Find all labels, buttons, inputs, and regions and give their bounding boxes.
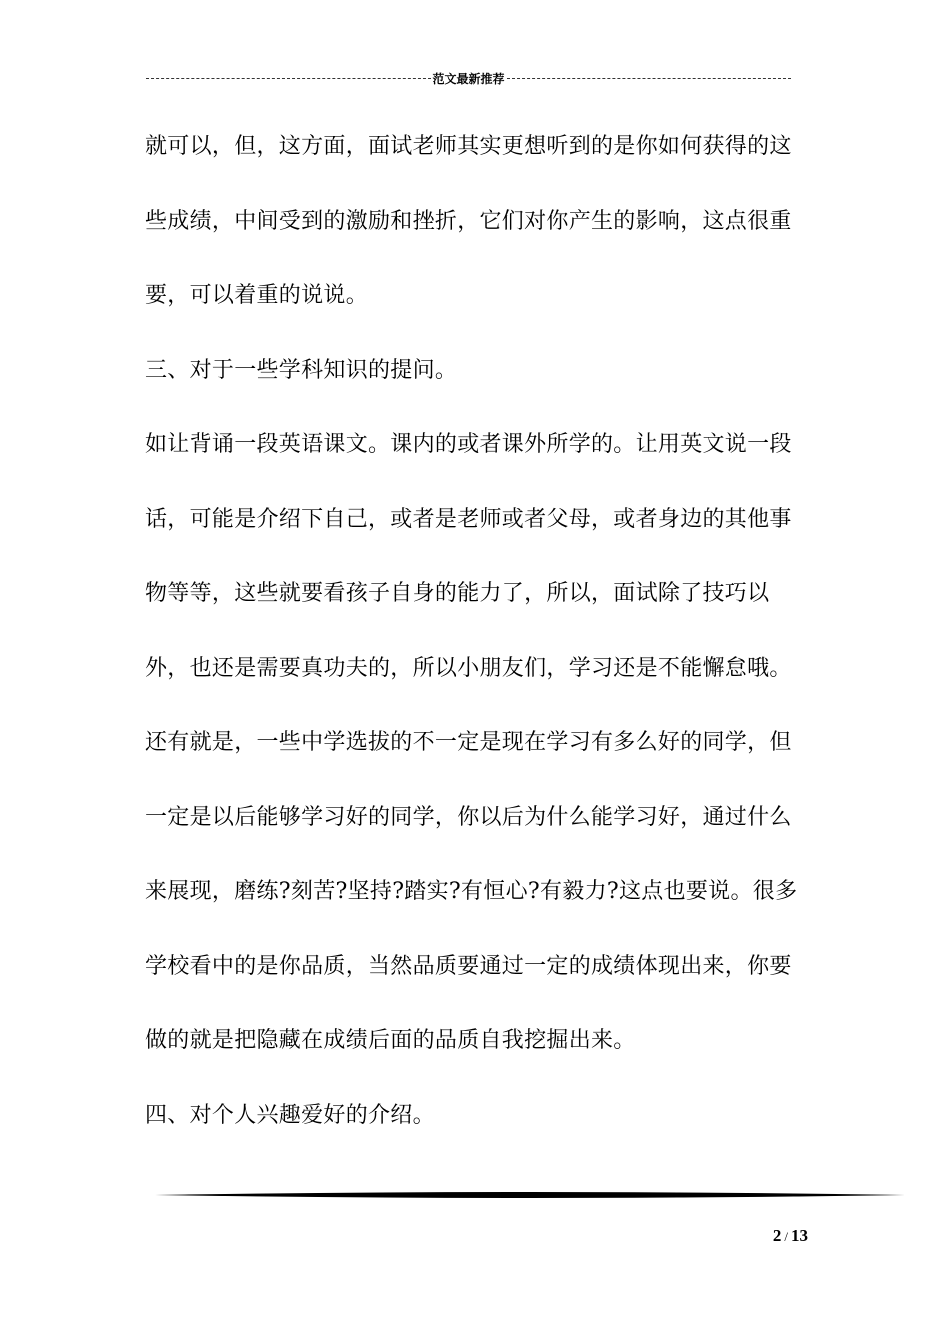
body-line: 如让背诵一段英语课文。课内的或者课外所学的。让用英文说一段 [145,432,792,457]
body-line: 物等等，这些就要看孩子自身的能力了，所以，面试除了技巧以 [145,581,770,606]
footer-divider [155,1190,905,1200]
page-header [146,68,791,88]
body-line: 些成绩，中间受到的激励和挫折，它们对你产生的影响，这点很重 [145,208,792,234]
document-body [145,110,805,1153]
body-line: 做的就是把隐藏在成绩后面的品质自我挖掘出来。 [145,1028,636,1053]
page-separator: / [784,1229,788,1244]
body-line: 学校看中的是你品质，当然品质要通过一定的成绩体现出来，你要 [145,953,792,979]
body-line: 就可以，但，这方面，面试老师其实更想听到的是你如何获得的这 [145,134,792,159]
current-page: 2 [772,1226,782,1245]
body-line: 一定是以后能够学习好的同学，你以后为什么能学习好，通过什么 [145,804,792,830]
header-title: 范文最新推荐 [432,71,505,86]
body-line: 外，也还是需要真功夫的，所以小朋友们，学习还是不能懈怠哦。 [145,655,792,681]
body-line: 话，可能是介绍下自己，或者是老师或者父母，或者身边的其他事 [145,506,792,532]
header-dash-left [146,78,431,79]
section-heading: 四、对个人兴趣爱好的介绍。 [145,1102,435,1128]
header-dash-right [507,78,792,79]
total-pages: 13 [791,1226,808,1245]
section-heading: 三、对于一些学科知识的提问。 [145,357,458,383]
page-number [720,1226,808,1246]
body-line: 来展现，磨练?刻苦?坚持?踏实?有恒心?有毅力?这点也要说。很多 [145,879,798,904]
body-line: 还有就是，一些中学选拔的不一定是现在学习有多么好的同学，但 [145,730,792,755]
body-line: 要，可以着重的说说。 [145,283,369,308]
